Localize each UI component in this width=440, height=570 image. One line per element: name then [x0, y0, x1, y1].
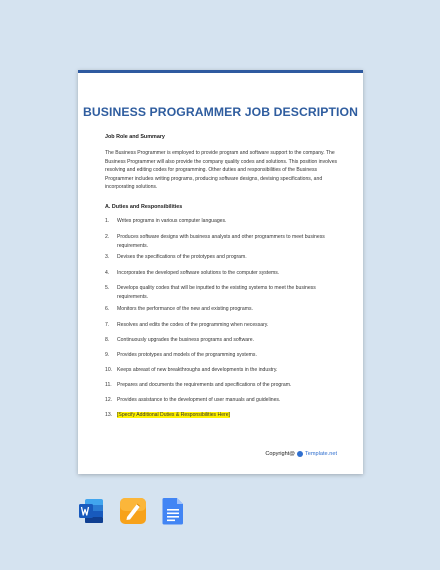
duty-text: Provides assistance to the development of user manuals and guidelines. [117, 397, 281, 403]
duty-text: Keeps abreast of new breakthroughs and developments in the industry. [117, 367, 278, 373]
duty-text: Prepares and documents the requirements and specifications of the program. [117, 382, 292, 388]
duty-text: Incorporates the developed software solutions to the computer systems. [117, 270, 280, 276]
duty-number: 5. [105, 285, 110, 291]
document-title: BUSINESS PROGRAMMER JOB DESCRIPTION [82, 105, 359, 119]
duty-item [105, 233, 341, 250]
duty-text: Produces software designs with business analysts and other programmers to meet business requirements. [117, 234, 325, 249]
copyright-line [265, 451, 337, 457]
copyright-label: Copyright@ [265, 451, 295, 457]
duty-item [105, 366, 341, 375]
duty-number: 11. [105, 382, 112, 388]
duty-text: Provides prototypes and models of the programming systems. [117, 352, 257, 358]
word-icon[interactable] [78, 497, 104, 525]
duty-item [105, 336, 341, 345]
duties-heading: A. Duties and Responsibilities [105, 204, 183, 210]
duty-item [105, 381, 341, 390]
duty-number: 10. [105, 367, 113, 373]
duty-item [105, 396, 341, 405]
template-logo-icon [297, 451, 303, 457]
pages-icon[interactable] [120, 497, 146, 525]
duty-item [105, 321, 341, 330]
summary-paragraph: The Business Programmer is employed to provide program and software support to the company. The Business Programmer will also provide the company quality codes and solutions. This position involves resolving and editing codes for programming. Other duties and responsibilities of the Business Programmer includes writing programs, producing software designs, devising specifications, and incorporating solutions. [105, 150, 338, 191]
duty-text: Resolves and edits the codes of the programming when necessary. [117, 322, 269, 328]
duty-item [105, 411, 341, 420]
google-docs-icon[interactable] [160, 497, 186, 525]
duty-item [105, 305, 341, 314]
duty-text: Monitors the performance of the new and existing programs. [117, 306, 253, 312]
role-heading: Job Role and Summary [105, 134, 165, 140]
duty-number: 13. [105, 412, 113, 418]
duty-item [105, 351, 341, 360]
duty-placeholder-highlight: [Specify Additional Duties & Responsibilities Here] [117, 412, 230, 418]
duty-text: Writes programs in various computer languages. [117, 218, 227, 224]
duty-number: 2. [105, 234, 110, 240]
document-page [78, 70, 363, 474]
duty-number: 7. [105, 322, 110, 328]
duty-number: 8. [105, 337, 110, 343]
duty-number: 12. [105, 397, 113, 403]
duty-text: Continuously upgrades the business programs and software. [117, 337, 255, 343]
header-rule [78, 70, 363, 73]
duty-number: 3. [105, 254, 110, 260]
duty-item [105, 253, 341, 262]
duty-number: 9. [105, 352, 110, 358]
duty-item [105, 217, 341, 226]
duty-item [105, 284, 341, 301]
duty-item [105, 269, 341, 278]
duty-number: 4. [105, 270, 110, 276]
duty-number: 1. [105, 218, 110, 224]
duty-text: Devises the specifications of the prototypes and program. [117, 254, 247, 260]
duty-text: Develops quality codes that will be inputted to the existing systems to meet the business requirements. [117, 285, 316, 300]
copyright-brand: Template.net [304, 451, 337, 457]
duty-number: 6. [105, 306, 110, 312]
